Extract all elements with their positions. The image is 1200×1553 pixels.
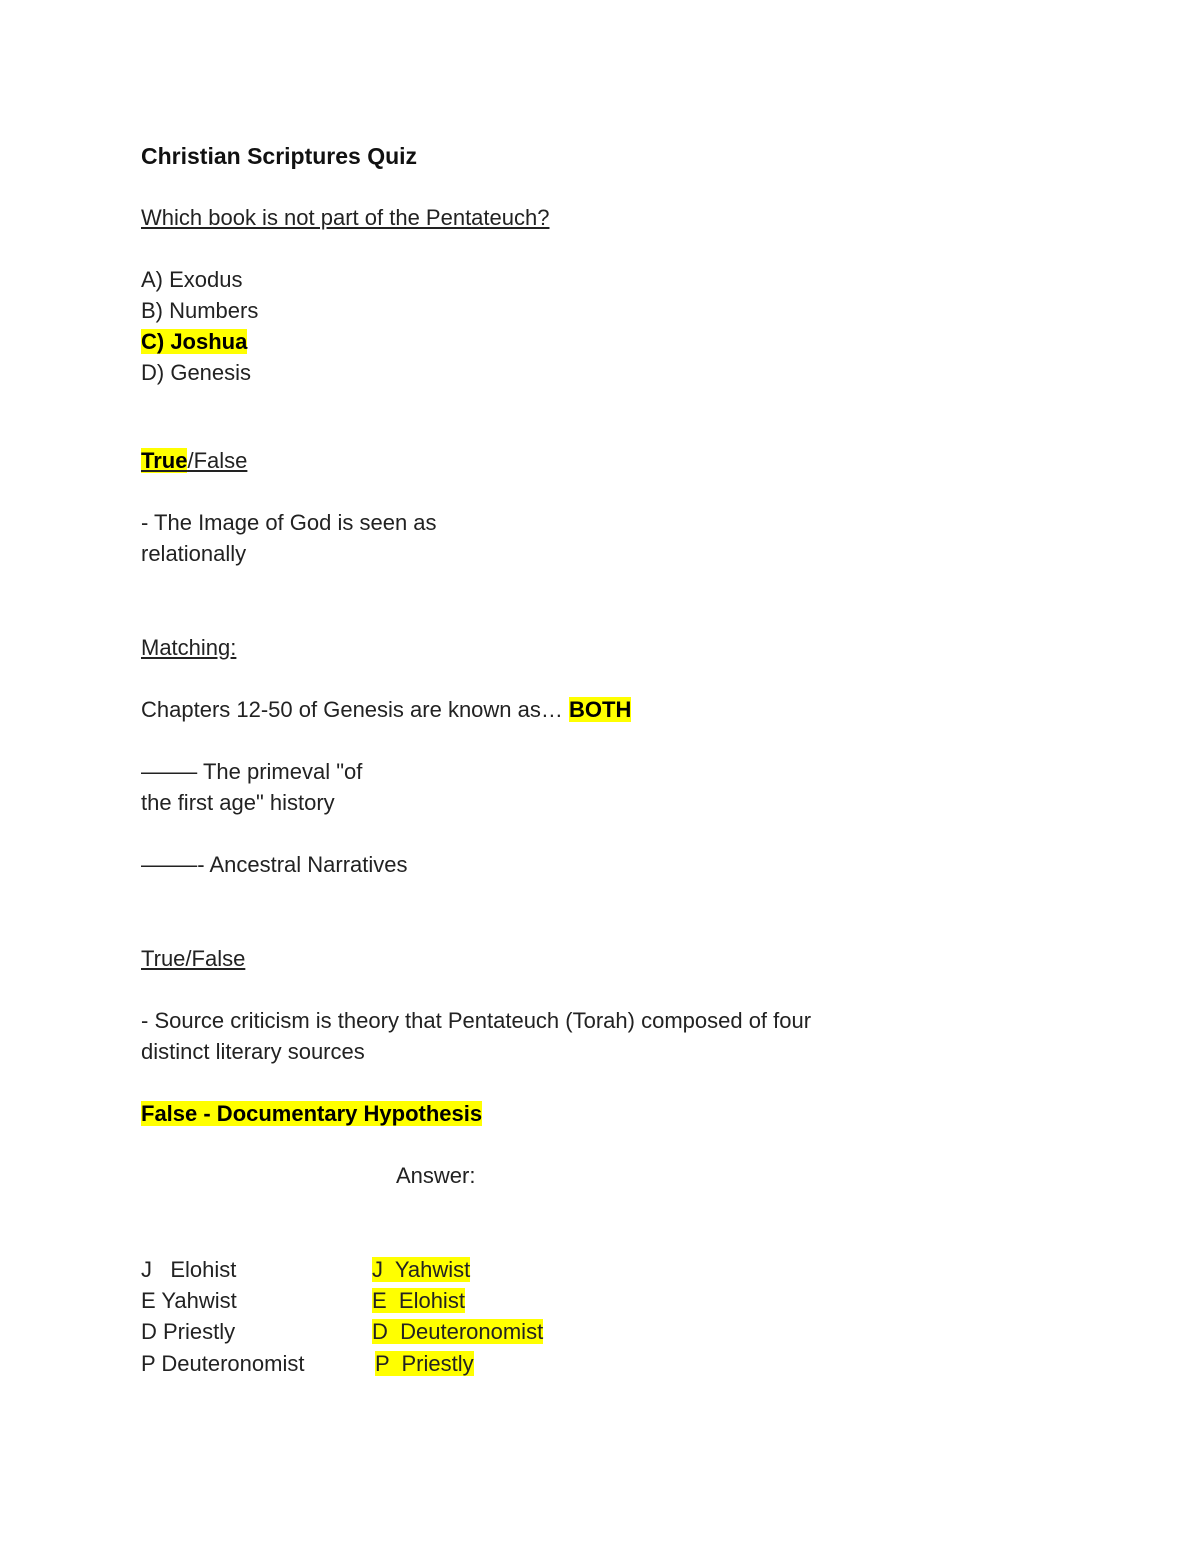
right-item-3-highlight: D Deuteronomist <box>372 1319 544 1344</box>
matching-prompt <box>141 696 631 724</box>
right-item-1 <box>372 1256 470 1284</box>
matching-item2: ——–- Ancestral Narratives <box>141 852 408 877</box>
right-item-4-highlight: P Priestly <box>375 1351 474 1376</box>
left-item-4: P Deuteronomist <box>141 1351 305 1376</box>
question-4-statement-line1: - Source criticism is theory that Pentateuch (Torah) composed of four <box>141 1008 812 1033</box>
question-2-heading <box>141 447 247 475</box>
question-2-statement-line1: - The Image of God is seen as <box>141 510 437 535</box>
matching-prompt-text: Chapters 12-50 of Genesis are known as… <box>141 697 570 722</box>
question-4-answer <box>141 1100 482 1128</box>
right-item-4 <box>375 1350 474 1378</box>
option-d: D) Genesis <box>141 360 252 385</box>
left-item-2: E Yahwist <box>141 1288 237 1313</box>
question-4-answer-highlight: False - Documentary Hypothesis <box>141 1101 483 1126</box>
option-c-highlight: C) Joshua <box>141 329 248 354</box>
question-4-heading: True/False <box>141 946 246 971</box>
option-a: A) Exodus <box>141 267 243 292</box>
right-item-3 <box>372 1318 543 1346</box>
matching-item1-line1: ——– The primeval "of <box>141 759 363 784</box>
option-c-correct <box>141 328 247 356</box>
option-b: B) Numbers <box>141 298 259 323</box>
matching-heading: Matching: <box>141 635 237 660</box>
right-item-2 <box>372 1287 465 1315</box>
false-label: /False <box>187 448 248 473</box>
answer-label: Answer: <box>396 1163 476 1188</box>
left-item-3: D Priestly <box>141 1319 236 1344</box>
question-1-text: Which book is not part of the Pentateuch? <box>141 205 550 230</box>
true-highlight: True <box>141 448 188 473</box>
right-item-1-highlight: J Yahwist <box>372 1257 471 1282</box>
matching-answer-highlight: BOTH <box>569 697 632 722</box>
right-item-2-highlight: E Elohist <box>372 1288 465 1313</box>
page-title: Christian Scriptures Quiz <box>141 143 418 169</box>
left-item-1: J Elohist <box>141 1257 237 1282</box>
question-4-statement-line2: distinct literary sources <box>141 1039 365 1064</box>
matching-item1-line2: the first age" history <box>141 790 335 815</box>
question-2-statement-line2: relationally <box>141 541 247 566</box>
